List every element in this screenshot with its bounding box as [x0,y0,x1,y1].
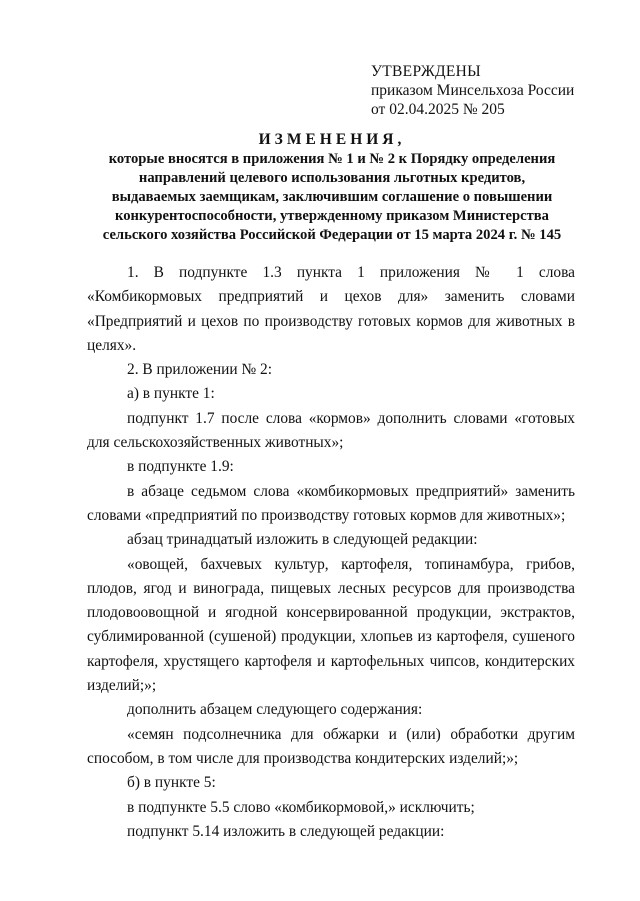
approval-order-line: приказом Минсельхоза России [371,82,575,99]
paragraph: подпункт 1.7 после слова «кормов» дополнить словами «готовых для сельскохозяйственных животных»; [87,409,575,452]
paragraph-subitem-a: а) в пункте 1: [127,385,215,403]
document-title [86,130,578,245]
paragraph: подпункт 5.14 изложить в следующей редакции: [127,822,445,840]
paragraph: в абзаце седьмом слова «комбикормовых предприятий» заменить словами «предприятий по производству готовых кормов для животных»; [87,482,575,524]
approval-stamp [371,62,574,119]
paragraph-item-1: 1. В подпункте 1.3 пункта 1 приложения № 1 слова «Комбикормовых предприятий и цехов для» заменить словами «Предприятий и цехов по производству готовых кормов для животных в целях». [87,264,575,354]
paragraph: абзац тринадцатый изложить в следующей редакции: [127,531,478,549]
paragraph-subitem-b: б) в пункте 5: [127,774,216,792]
title-heading: ИЗМЕНЕНИЯ, [258,131,406,148]
approval-date-line: от 02.04.2025 № 205 [371,101,505,118]
approval-heading: УТВЕРЖДЕНЫ [371,63,481,80]
document-body [87,261,575,844]
title-line: выдаваемых заемщикам, заключившим соглашение о повышении [111,189,553,205]
title-line: конкурентоспособности, утвержденному приказом Министерства [115,208,549,224]
title-line: сельского хозяйства Российской Федерации от 15 марта 2024 г. № 145 [102,227,562,243]
paragraph-item-2: 2. В приложении № 2: [127,361,272,379]
title-line: которые вносятся в приложения № 1 и № 2 к Порядку определения [108,151,556,167]
paragraph: в подпункте 5.5 слово «комбикормовой,» исключить; [127,798,475,816]
title-line: направлений целевого использования льготных кредитов, [138,170,526,186]
paragraph: в подпункте 1.9: [127,458,234,476]
paragraph: дополнить абзацем следующего содержания: [127,701,423,719]
paragraph-quote: «овощей, бахчевых культур, картофеля, топинамбура, грибов, плодов, ягод и винограда, пищевых лесных ресурсов для производства плодовоовощной и ягодной консервированной продукции, экстрактов, сублимированной (сушеной) продукции, хлопьев из картофеля, сушеного картофеля, хрустящего картофеля и картофельных чипсов, кондитерских изделий;»; [87,555,575,695]
paragraph-quote: «семян подсолнечника для обжарки и (или) обработки другим способом, в том числе для производства кондитерских изделий;»; [87,725,575,767]
